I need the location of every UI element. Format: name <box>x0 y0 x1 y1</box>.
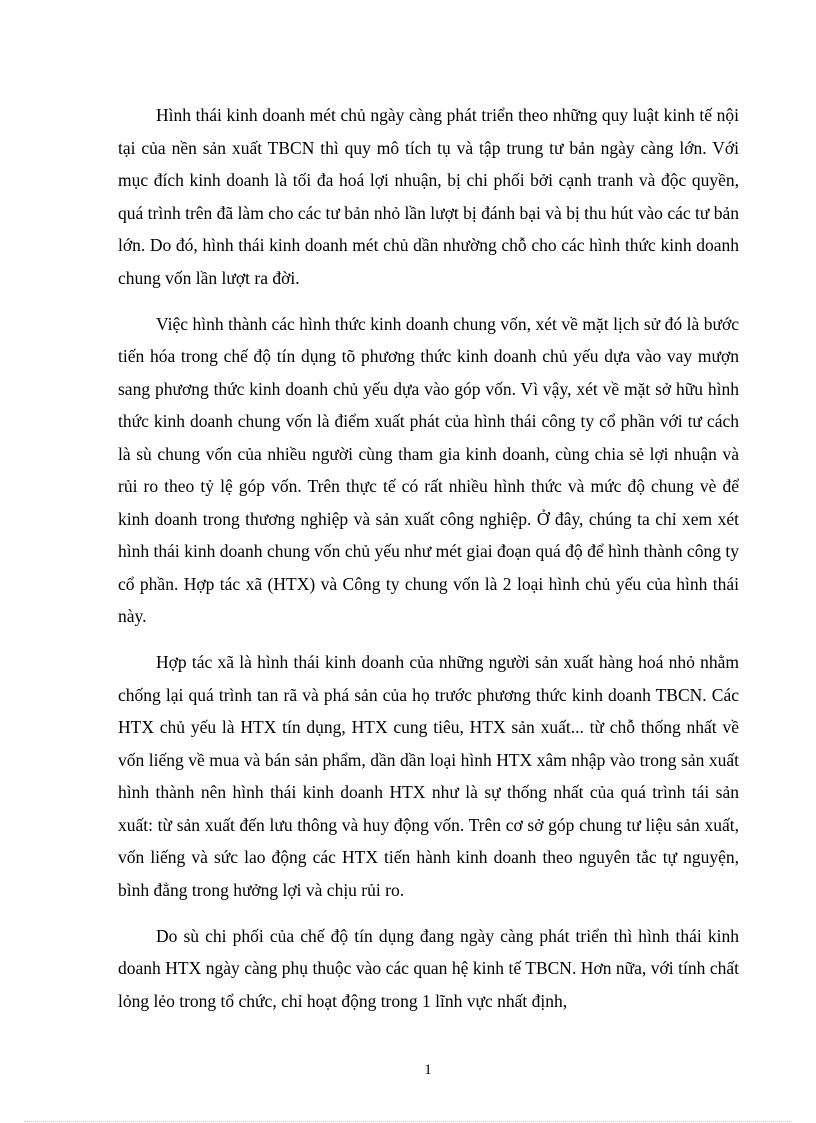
paragraph-1: Hình thái kinh doanh mét chủ ngày càng phát triển theo những quy luật kinh tế nội tại của nền sản xuất TBCN thì quy mô tích tụ và tập trung tư bản ngày càng lớn. Với mục đích kinh doanh là tối đa hoá lợi nhuận, bị chi phối bởi cạnh tranh và độc quyền, quá trình trên đã làm cho các tư bản nhỏ lần lượt bị đánh bại và bị thu hút vào các tư bản lớn. Do đó, hình thái kinh doanh mét chủ dần nhường chỗ cho các hình thức kinh doanh chung vốn lần lượt ra đời. <box>118 105 739 288</box>
page-number: 1 <box>424 1062 432 1078</box>
body-text <box>118 99 739 1031</box>
page-bottom-edge <box>24 1121 792 1122</box>
paragraph-3: Hợp tác xã là hình thái kinh doanh của những người sản xuất hàng hoá nhỏ nhằm chống lại quá trình tan rã và phá sản của họ trước phương thức kinh doanh TBCN. Các HTX chủ yếu là HTX tín dụng, HTX cung tiêu, HTX sản xuất... từ chỗ thống nhất về vốn liếng về mua và bán sản phẩm, dần dần loại hình HTX xâm nhập vào trong sản xuất hình thành nên hình thái kinh doanh HTX như là sự thống nhất của quá trình tái sản xuất: từ sản xuất đến lưu thông và huy động vốn. Trên cơ sở góp chung tư liệu sản xuất, vốn liếng và sức lao động các HTX tiến hành kinh doanh theo nguyên tắc tự nguyện, bình đẳng trong hưởng lợi và chịu rủi ro. <box>118 652 739 900</box>
paragraph-2: Việc hình thành các hình thức kinh doanh chung vốn, xét về mặt lịch sử đó là bước tiến hóa trong chế độ tín dụng tõ phương thức kinh doanh chủ yếu dựa vào vay mượn sang phương thức kinh doanh chủ yếu dựa vào góp vốn. Vì vậy, xét về mặt sở hữu hình thức kinh doanh chung vốn là điểm xuất phát của hình thái công ty cổ phần với tư cách là sù chung vốn của nhiều người cùng tham gia kinh doanh, cùng chia sẻ lợi nhuận và rủi ro theo tỷ lệ góp vốn. Trên thực tế có rất nhiều hình thức và mức độ chung vè để kinh doanh trong thương nghiệp và sản xuất công nghiệp. Ở đây, chúng ta chỉ xem xét hình thái kinh doanh chung vốn chủ yếu như mét giai đoạn quá độ để hình thành công ty cổ phần. Hợp tác xã (HTX) và Công ty chung vốn là 2 loại hình chủ yếu của hình thái này. <box>118 313 739 626</box>
paragraph-4: Do sù chi phối của chế độ tín dụng đang ngày càng phát triển thì hình thái kinh doanh HTX ngày càng phụ thuộc vào các quan hệ kinh tế TBCN. Hơn nữa, với tính chất lỏng lẻo trong tổ chức, chỉ hoạt động trong 1 lĩnh vực nhất định, <box>118 925 739 1011</box>
